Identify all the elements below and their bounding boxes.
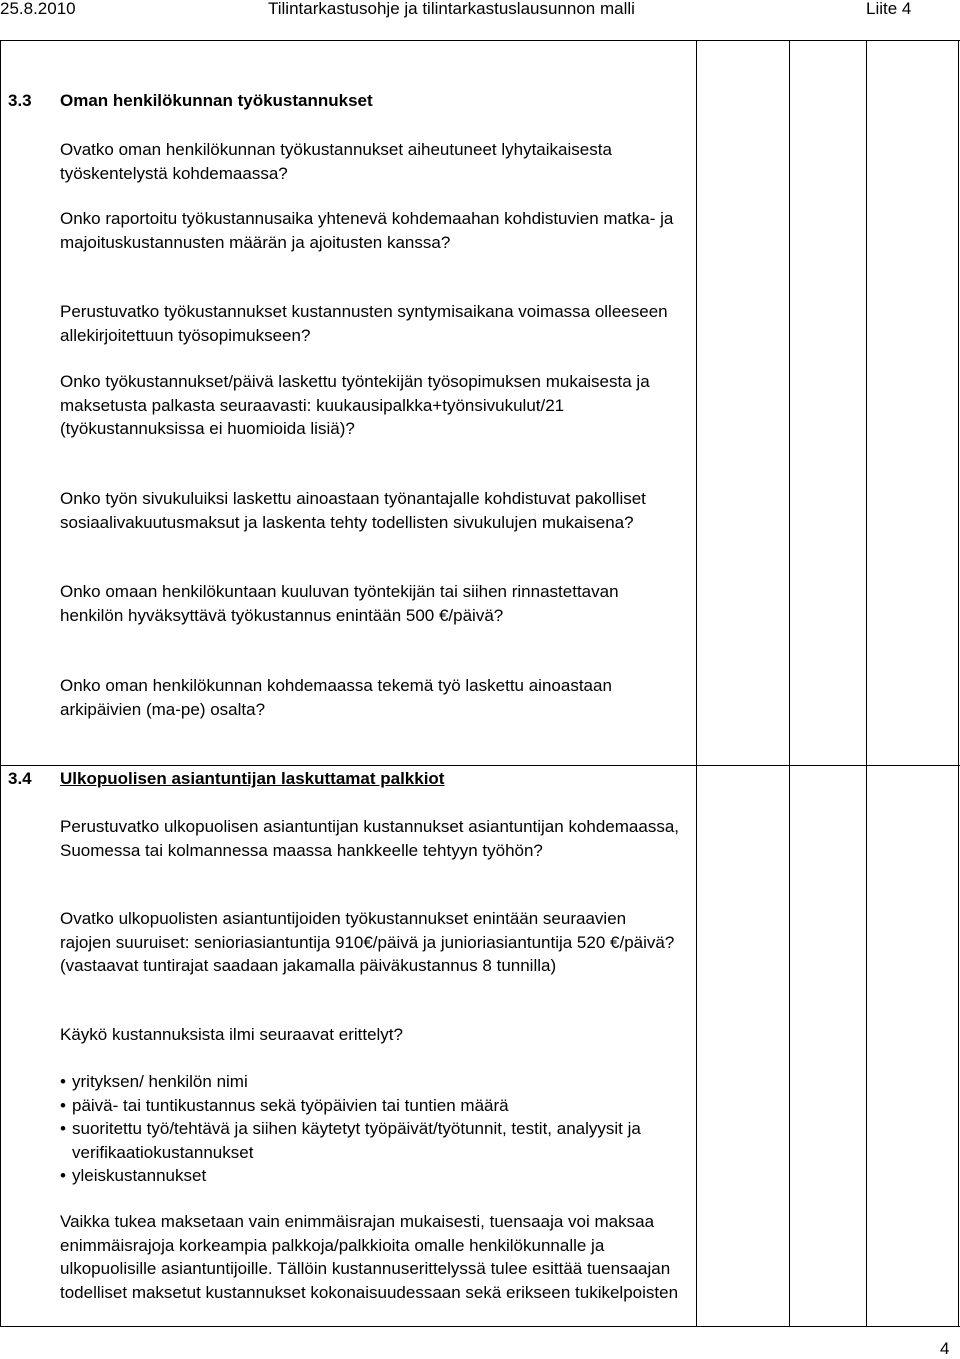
- question-paragraph: Perustuvatko työkustannukset kustannusten syntymisaikana voimassa olleeseen allekirjoitettuun työsopimukseen?: [60, 302, 668, 345]
- question-paragraph: Onko työkustannukset/päivä laskettu työntekijän työsopimuksen mukaisesta ja maksetusta palkasta seuraavasti: kuukausipalkka+työnsivukulut/21 (työkustannuksissa ei huomioida lisiä)?: [60, 372, 650, 438]
- question-paragraph: Ovatko oman henkilökunnan työkustannukset aiheutuneet lyhytaikaisesta työskentelystä kohdemaassa?: [60, 140, 612, 183]
- question-paragraph: Onko työn sivukuluiksi laskettu ainoastaan työnantajalle kohdistuvat pakolliset sosiaalivakuutusmaksut ja laskenta tehty todellisten sivukulujen mukaisena?: [60, 489, 646, 532]
- itemization-list: [60, 1070, 680, 1188]
- page-number: 4: [940, 1339, 950, 1358]
- table-top-border: [0, 40, 960, 41]
- question-paragraph: Perustuvatko ulkopuolisen asiantuntijan kustannukset asiantuntijan kohdemaassa, Suomessa tai kolmannessa maassa hankkeelle tehtyyn työhön?: [60, 817, 680, 860]
- closing-paragraph: Vaikka tukea maksetaan vain enimmäisrajan mukaisesti, tuensaaja voi maksaa enimmäisrajoja korkeampia palkkoja/palkkioita omalle henkilökunnalle ja ulkopuolisille asiantuntijoille. Tällöin kustannuserittelyssä tulee esittää tuensaajan todelliset maksetut kustannukset kokonaisuudessaan sekä erikseen tukikelpoisten: [60, 1212, 679, 1302]
- bullet-icon: •: [60, 1166, 66, 1185]
- header-annex: Liite 4: [866, 0, 912, 18]
- list-item: [60, 1164, 680, 1188]
- header-date: 25.8.2010: [0, 0, 76, 18]
- section-3-3-title: Oman henkilökunnan työkustannukset: [60, 91, 373, 110]
- question-paragraph: Onko omaan henkilökuntaan kuuluvan työntekijän tai siihen rinnastettavan henkilön hyväksyttävä työkustannus enintään 500 €/päivä?: [60, 582, 619, 625]
- bullet-icon: •: [60, 1119, 66, 1138]
- section-3-4-title: Ulkopuolisen asiantuntijan laskuttamat palkkiot: [60, 769, 445, 788]
- section-3-4-number: 3.4: [8, 769, 32, 788]
- header-title: Tilintarkastusohje ja tilintarkastuslausunnon malli: [268, 0, 635, 18]
- list-item: [60, 1117, 680, 1164]
- list-item-text: päivä- tai tuntikustannus sekä työpäivien tai tuntien määrä: [72, 1095, 509, 1115]
- table-col-border: [866, 40, 867, 1326]
- question-paragraph: Onko raportoitu työkustannusaika yhtenevä kohdemaahan kohdistuvien matka- ja majoituskustannusten määrän ja ajoitusten kanssa?: [60, 209, 674, 252]
- bullet-icon: •: [60, 1095, 66, 1115]
- list-item-text: suoritettu työ/tehtävä ja siihen käytetyt työpäivät/työtunnit, testit, analyysit ja verifikaatiokustannukset: [72, 1119, 641, 1162]
- bullet-icon: •: [60, 1072, 66, 1091]
- table-col-border: [696, 40, 697, 1326]
- list-item-text: yleiskustannukset: [72, 1166, 207, 1185]
- table-col-border: [0, 40, 1, 1326]
- question-paragraph: Ovatko ulkopuolisten asiantuntijoiden työkustannukset enintään seuraavien rajojen suuruiset: senioriasiantuntija 910€/päivä ja junioriasiantuntija 520 €/päivä? (vastaavat tuntirajat saadaan jakamalla päiväkustannus 8 tunnilla): [60, 909, 675, 975]
- list-item: [60, 1070, 680, 1094]
- question-paragraph: Onko oman henkilökunnan kohdemaassa tekemä työ laskettu ainoastaan arkipäivien (ma-pe) osalta?: [60, 676, 612, 719]
- list-item-text: yrityksen/ henkilön nimi: [72, 1072, 248, 1091]
- list-item: [60, 1094, 680, 1118]
- section-3-3-number: 3.3: [8, 91, 32, 110]
- table-bottom-border: [0, 1326, 960, 1327]
- table-col-border: [789, 40, 790, 1326]
- question-paragraph: Käykö kustannuksista ilmi seuraavat erittelyt?: [60, 1025, 403, 1044]
- table-row-border: [0, 765, 960, 766]
- table-col-border: [958, 40, 959, 1326]
